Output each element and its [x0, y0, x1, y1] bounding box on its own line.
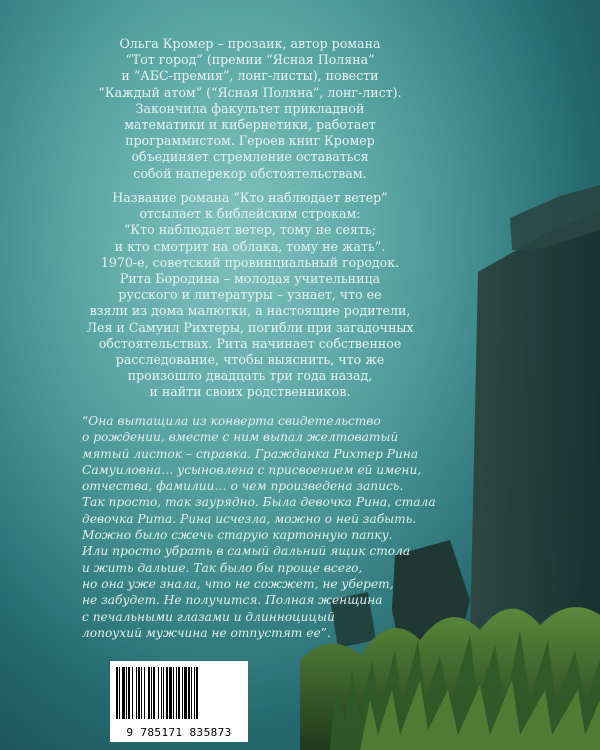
- barcode-bar: [128, 667, 130, 719]
- barcode-bar: [138, 667, 140, 719]
- barcode-bar: [166, 667, 168, 719]
- isbn-number: 9 785171 835873: [126, 726, 232, 739]
- summary-line: расследование, чтобы выяснить, что же: [115, 352, 385, 368]
- excerpt-line: мятый листок – справка. Гражданка Рихтер Рина: [82, 446, 419, 461]
- excerpt-line: Или просто убрать в самый дальний ящик стола: [82, 544, 411, 559]
- barcode-bar: [116, 667, 118, 719]
- excerpt-line: лопоухий мужчина не отпустят ее”.: [82, 625, 331, 640]
- excerpt-line: и жить дальше. Так было бы проще всего,: [82, 560, 363, 575]
- barcode-bar: [126, 667, 127, 719]
- barcode-bar: [153, 667, 155, 719]
- bio-line: объединяет стремление оставаться: [131, 149, 369, 165]
- summary-line: 1970-е, советский провинциальный городок.: [100, 254, 400, 270]
- excerpt-line: девочка Рита. Рина исчезла, можно о ней забыть.: [82, 511, 417, 526]
- barcode-bar: [169, 667, 172, 719]
- bio-line: “Каждый атом” (“Ясная Поляна”, лонг-лист).: [98, 84, 402, 100]
- excerpt-line: с печальными глазами и длинноцицый: [82, 609, 335, 624]
- barcode-bars: [110, 661, 248, 723]
- summary-line: отсылает к библейским строкам:: [139, 206, 361, 222]
- bio-line: и “АБС-премия”, лонг-листы), повести: [121, 68, 379, 84]
- barcode-bar: [184, 667, 187, 719]
- summary-line: произошло двадцать три года назад,: [127, 368, 373, 384]
- barcode-bar: [148, 667, 150, 719]
- excerpt-line: Так просто, так заурядно. Была девочка Рина, стала: [82, 495, 436, 510]
- excerpt-line: Самуиловна… усыновлена с присвоением ей имени,: [82, 462, 422, 477]
- barcode-bar: [136, 667, 137, 719]
- tall-stone: [470, 210, 600, 660]
- summary-line: Лея и Самуил Рихтеры, погибли при загадочных: [86, 319, 414, 335]
- barcode-bar: [176, 667, 177, 719]
- barcode-bar: [188, 667, 190, 719]
- barcode-bar: [163, 667, 164, 719]
- excerpt-line: отчества, фамилии… о чем произведена запись.: [82, 479, 404, 494]
- summary-line: и кто смотрит на облака, тому не жать”.: [114, 238, 386, 254]
- barcode-bar: [119, 667, 120, 719]
- summary-line: Рита Бородина – молодая учительница: [119, 271, 381, 287]
- excerpt-line: “Она вытащила из конверта свидетельство: [82, 414, 381, 428]
- isbn-barcode: [110, 661, 248, 742]
- bio-line: математики и кибернетики, работает: [124, 117, 376, 133]
- bio-line: Ольга Кромер – прозаик, автор романа: [119, 36, 381, 51]
- barcode-bar: [173, 667, 174, 719]
- barcode-bar: [141, 667, 142, 719]
- book-excerpt: [82, 413, 436, 641]
- excerpt-line: но она уже знала, что не сожжет, не уберет,: [82, 576, 394, 591]
- summary-line: и найти своих родственников.: [149, 384, 351, 400]
- excerpt-line: Можно было сжечь старую картонную папку.: [82, 528, 393, 543]
- summary-line: Название романа “Кто наблюдает ветер”: [112, 190, 388, 205]
- barcode-bar: [182, 667, 183, 719]
- barcode-bar: [178, 667, 180, 719]
- barcode-bar: [191, 667, 192, 719]
- book-summary: [70, 190, 430, 401]
- excerpt-line: о рождении, вместе с ним выпал желтоватый: [82, 430, 399, 445]
- summary-line: русского и литературы – узнает, что ее: [118, 287, 382, 303]
- bio-line: программистом. Героев книг Кромер: [125, 133, 375, 149]
- summary-line: взяли из дома малютки, а настоящие родители,: [89, 303, 411, 319]
- barcode-bar: [144, 667, 145, 719]
- summary-line: “Кто наблюдает ветер, тому не сеять;: [123, 222, 377, 238]
- summary-line: обстоятельствах. Рита начинает собственное: [98, 335, 402, 351]
- bio-line: собой наперекор обстоятельствам.: [133, 165, 367, 181]
- bio-line: “Тот город” (премии “Ясная Поляна”: [125, 52, 375, 68]
- barcode-bar: [132, 667, 133, 719]
- author-bio: [70, 36, 430, 182]
- barcode-bar: [161, 667, 162, 719]
- excerpt-line: не забудет. Не получится. Полная женщина: [82, 593, 383, 608]
- barcode-bar: [158, 667, 159, 719]
- bio-line: Закончила факультет прикладной: [135, 100, 365, 116]
- barcode-bar: [194, 667, 195, 719]
- barcode-bar: [122, 667, 125, 719]
- barcode-bar: [151, 667, 152, 719]
- barcode-bar: [196, 667, 198, 719]
